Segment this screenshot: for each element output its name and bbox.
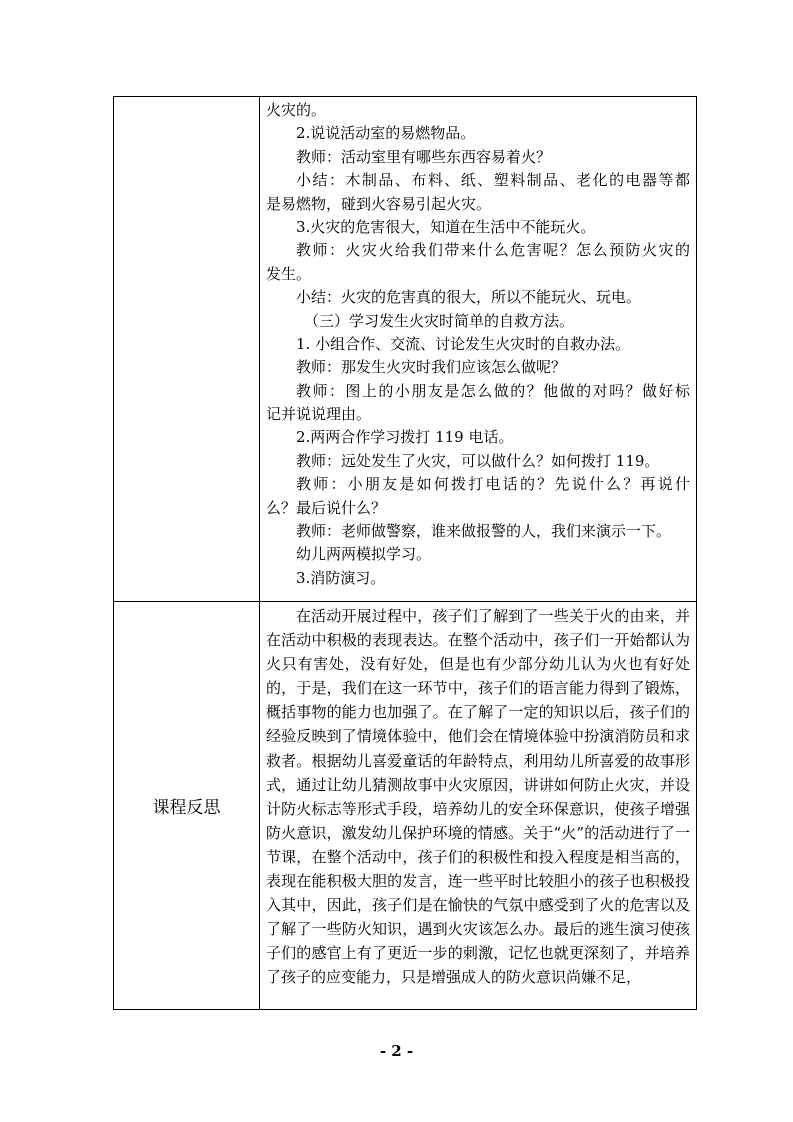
course-reflection-label: 课程反思 [114,602,260,1010]
process-line-20: 幼儿两两模拟学习。 [296,545,432,564]
process-line-8: 发生。 [266,264,312,283]
process-line-10: （三）学习发生火灾时简单的自救方法。 [304,311,575,330]
process-line-3: 教师：活动室里有哪些东西容易着火？ [296,147,552,166]
course-reflection-text: 在活动开展过程中，孩子们了解到了一些关于火的由来，并在活动中积极的表现表达。在整个活动中，孩子们一开始都认为火只有害处，没有好处，但是也有少部分幼儿认为火也有好处的，于是，我们在这一环节中，孩子们的语言能力得到了锻炼，概括事物的能力也加强了。在了解了一定的知识以后，孩子们的经验反映到了情境体验中，他们会在情境体验中扮演消防员和求救者。根据幼儿喜爱童话的年龄特点，利用幼儿所喜爱的故事形式，通过让幼儿猜测故事中火灾原因，讲讲如何防止火灾，并设计防火标志等形式手段，培养幼儿的安全环保意识，使孩子增强防火意识，激发幼儿保护环境的情感。关于“火”的活动进行了一节课，在整个活动中，孩子们的积极性和投入程度是相当高的，表现在能积极大胆的发言，连一些平时比较胆小的孩子也积极投入其中，因此，孩子们是在愉快的气氛中感受到了火的危害以及了解了一些防火知识，遇到火灾该怎么办。最后的逃生演习使孩子们的感官上有了更近一步的刺激，记忆也就更深刻了，并培养了孩子的应变能力，只是增强成人的防火意识尚嫌不足， [266,607,690,987]
page-number: - 2 - [379,1042,414,1060]
process-line-16: 教师：远处发生了火灾，可以做什么？如何拨打 119。 [296,451,660,470]
process-line-9: 小结：火灾的危害真的很大，所以不能玩火、玩电。 [296,288,642,307]
process-line-14: 记并说说理由。 [266,405,372,424]
course-reflection-cell [260,602,697,1010]
table-row-course-reflection [114,602,697,1010]
process-line-12: 教师：那发生火灾时我们应该怎么做呢？ [296,358,567,377]
row-label-empty [114,97,260,602]
process-line-19: 教师：老师做警察，谁来做报警的人，我们来演示一下。 [296,522,672,541]
process-line-21: 3.消防演习。 [296,568,386,587]
process-line-15: 2.两两合作学习拨打 119 电话。 [296,428,514,447]
process-line-5: 是易燃物，碰到火容易引起火灾。 [266,194,492,213]
process-line-7: 教师：火灾火给我们带来什么危害呢？怎么预防火灾的 [296,241,690,260]
process-line-18: 么？最后说什么？ [266,498,387,517]
process-line-2: 2.说说活动室的易燃物品。 [296,124,476,143]
process-line-6: 3.火灾的危害很大，知道在生活中不能玩火。 [296,217,596,236]
process-line-17: 教师：小朋友是如何拨打电话的？先说什么？再说什 [296,475,690,494]
process-line-13: 教师：图上的小朋友是怎么做的？他做的对吗？做好标 [296,381,690,400]
process-line-11: 1. 小组合作、交流、讨论发生火灾时的自救办法。 [296,334,631,353]
activity-process-cell [260,97,697,602]
table-row-activity-process [114,97,697,602]
process-line-4: 小结：木制品、布料、纸、塑料制品、老化的电器等都 [296,171,690,190]
process-line-1: 火灾的。 [266,101,327,119]
lesson-plan-table [113,96,697,1010]
